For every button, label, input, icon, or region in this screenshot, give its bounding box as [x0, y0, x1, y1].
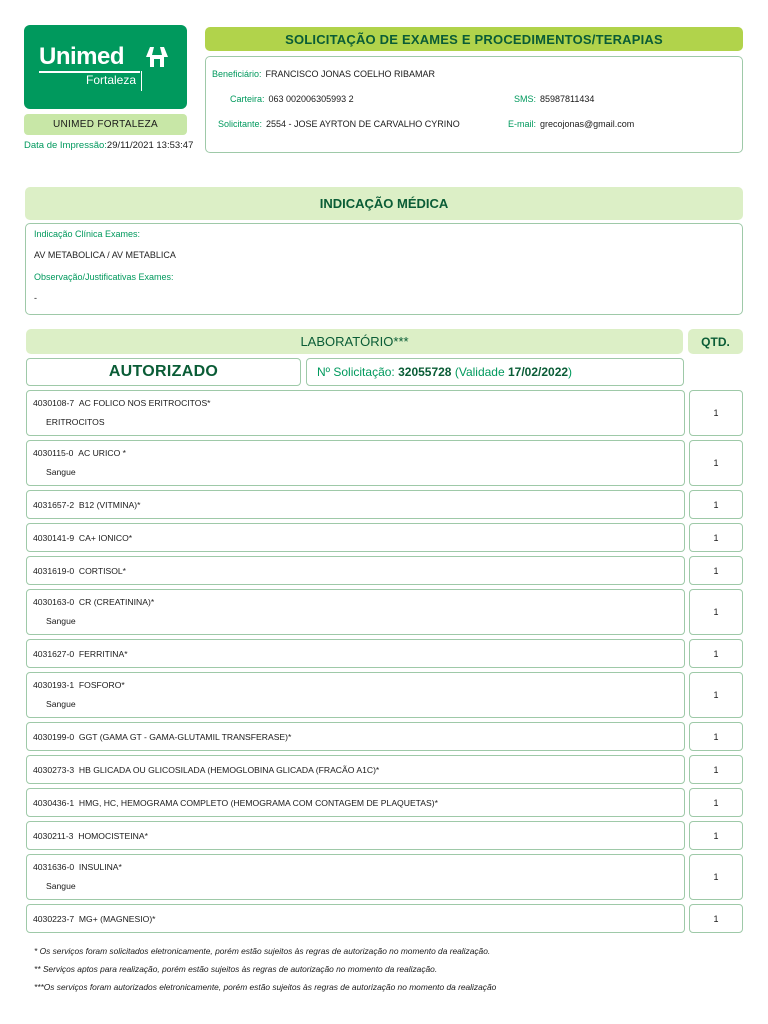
- unimed-logo: [24, 25, 187, 109]
- exam-quantity: 1: [689, 490, 743, 519]
- sms-label: SMS:: [514, 94, 537, 104]
- exam-name: HMG, HC, HEMOGRAMA COMPLETO (HEMOGRAMA COM CONTAGEM DE PLAQUETAS)*: [78, 798, 438, 808]
- exam-name: CA+ IONICO*: [78, 533, 133, 543]
- exam-row: [26, 589, 685, 635]
- email-label: E-mail:: [508, 119, 537, 129]
- exam-code-name: [33, 649, 128, 659]
- exam-code-name: [33, 597, 154, 607]
- print-date: [24, 140, 193, 151]
- document-title: SOLICITAÇÃO DE EXAMES E PROCEDIMENTOS/TERAPIAS: [205, 27, 743, 51]
- exam-code: 4030199-0: [33, 732, 75, 742]
- observation-label: Observação/Justificativas Exames:: [34, 272, 174, 282]
- requester-label: Solicitante:: [218, 119, 263, 129]
- exam-code-name: [33, 831, 148, 841]
- exam-code-name: [33, 533, 132, 543]
- medical-indication-box: [25, 223, 743, 315]
- exam-quantity: 1: [689, 722, 743, 751]
- exam-code-name: [33, 500, 141, 510]
- exam-code: 4030223-7: [33, 914, 75, 924]
- exam-quantity: 1: [689, 440, 743, 486]
- exam-code: 4030436-1: [33, 798, 75, 808]
- footnote-1: * Os serviços foram solicitados eletronicamente, porém estão sujeitos às regras de autorização no momento da realização.: [34, 946, 491, 956]
- card-row: [230, 94, 354, 104]
- exam-row: [26, 440, 685, 486]
- sms-value: 85987811434: [540, 94, 595, 104]
- exam-row: [26, 821, 685, 850]
- exam-row: [26, 390, 685, 436]
- exam-code: 4030115-0: [33, 448, 74, 458]
- exam-code: 4031657-2: [33, 500, 75, 510]
- beneficiary-value: FRANCISCO JONAS COELHO RIBAMAR: [265, 69, 436, 79]
- exam-code: 4031636-0: [33, 862, 75, 872]
- requester-value: 2554 - JOSE AYRTON DE CARVALHO CYRINO: [266, 119, 460, 129]
- requester-row: [218, 119, 460, 129]
- quantity-header: QTD.: [688, 329, 743, 354]
- exam-name: MG+ (MAGNESIO)*: [78, 914, 156, 924]
- print-date-value: 29/11/2021 13:53:47: [106, 140, 194, 151]
- exam-code-name: [33, 798, 438, 808]
- exam-row: [26, 639, 685, 668]
- exam-quantity: 1: [689, 821, 743, 850]
- request-number: 32055728: [398, 365, 452, 379]
- exam-code-name: [33, 680, 125, 690]
- footnote-3: ***Os serviços foram autorizados eletronicamente, porém estão sujeitos às regras de autorização no momento da realização: [34, 982, 497, 992]
- exam-code: 4030141-9: [33, 533, 75, 543]
- exam-quantity: 1: [689, 639, 743, 668]
- validity-date: 17/02/2022: [507, 365, 569, 379]
- beneficiary-info-box: [205, 56, 743, 153]
- request-number-box: [306, 358, 684, 386]
- exam-row: [26, 722, 685, 751]
- exam-material: Sangue: [46, 699, 76, 709]
- exam-code: 4030193-1: [33, 680, 75, 690]
- exam-quantity: 1: [689, 904, 743, 933]
- exam-code-name: [33, 862, 122, 872]
- clinical-indication-value: AV METABOLICA / AV METABLICA: [34, 250, 176, 260]
- exam-name: HB GLICADA OU GLICOSILADA (HEMOGLOBINA GLICADA (FRACÃO A1C)*: [78, 765, 380, 775]
- exam-quantity: 1: [689, 589, 743, 635]
- card-label: Carteira:: [230, 94, 265, 104]
- entity-name: UNIMED FORTALEZA: [24, 114, 187, 135]
- exam-row: [26, 854, 685, 900]
- exam-name: AC URICO *: [78, 448, 126, 458]
- exam-quantity: 1: [689, 788, 743, 817]
- exam-code: 4030273-3: [33, 765, 75, 775]
- exam-name: CORTISOL*: [78, 566, 127, 576]
- exam-material: Sangue: [46, 467, 76, 477]
- exam-code-name: [33, 398, 211, 408]
- exam-row: [26, 490, 685, 519]
- print-date-label: Data de Impressão:: [24, 140, 107, 151]
- exam-row: [26, 556, 685, 585]
- exam-code: 4030108-7: [33, 398, 75, 408]
- exam-code-name: [33, 914, 156, 924]
- clinical-indication-label: Indicação Clínica Exames:: [34, 229, 141, 239]
- exam-code: 4031619-0: [33, 566, 75, 576]
- card-value: 063 002006305993 2: [268, 94, 354, 104]
- email-value: grecojonas@gmail.com: [540, 119, 635, 129]
- request-number-label: Nº Solicitação:: [317, 365, 395, 379]
- exam-material: ERITROCITOS: [46, 417, 105, 427]
- exam-code-name: [33, 765, 379, 775]
- exam-row: [26, 672, 685, 718]
- logo-brand: Unimed: [39, 43, 125, 70]
- exam-row: [26, 755, 685, 784]
- exam-row: [26, 788, 685, 817]
- email-row: [508, 119, 634, 129]
- beneficiary-label: Beneficiário:: [212, 69, 262, 79]
- exam-quantity: 1: [689, 672, 743, 718]
- sms-row: [514, 94, 594, 104]
- exam-material: Sangue: [46, 881, 76, 891]
- exam-quantity: 1: [689, 390, 743, 436]
- exam-name: INSULINA*: [78, 862, 122, 872]
- validity-close: ): [568, 365, 573, 379]
- footnote-2: ** Serviços aptos para realização, porém estão sujeitos às regras de autorização no momento da realização.: [34, 964, 438, 974]
- logo-city: Fortaleza: [86, 73, 137, 87]
- observation-value: -: [34, 293, 37, 303]
- exam-material: Sangue: [46, 616, 76, 626]
- exam-code: 4030163-0: [33, 597, 75, 607]
- exam-name: AC FOLICO NOS ERITROCITOS*: [78, 398, 211, 408]
- authorization-status: AUTORIZADO: [26, 358, 301, 386]
- exam-quantity: 1: [689, 755, 743, 784]
- exam-name: GGT (GAMA GT - GAMA-GLUTAMIL TRANSFERASE)*: [78, 732, 292, 742]
- exam-code-name: [33, 732, 291, 742]
- exam-quantity: 1: [689, 556, 743, 585]
- exam-name: CR (CREATININA)*: [78, 597, 155, 607]
- exam-name: FOSFORO*: [78, 680, 125, 690]
- exam-code: 4030211-3: [33, 831, 74, 841]
- unimed-tree-icon: [142, 43, 172, 71]
- exam-code-name: [33, 566, 126, 576]
- medical-indication-header: INDICAÇÃO MÉDICA: [25, 187, 743, 220]
- exam-row: [26, 523, 685, 552]
- exam-name: B12 (VITMINA)*: [78, 500, 141, 510]
- validity-label: (Validade: [454, 365, 505, 379]
- exam-quantity: 1: [689, 523, 743, 552]
- exam-quantity: 1: [689, 854, 743, 900]
- exam-code: 4031627-0: [33, 649, 75, 659]
- beneficiary-row: [212, 69, 435, 79]
- exam-name: HOMOCISTEINA*: [78, 831, 148, 841]
- exam-name: FERRITINA*: [78, 649, 128, 659]
- logo-rule-vertical: [141, 71, 142, 91]
- exam-row: [26, 904, 685, 933]
- laboratory-header: LABORATÓRIO***: [26, 329, 683, 354]
- exam-code-name: [33, 448, 126, 458]
